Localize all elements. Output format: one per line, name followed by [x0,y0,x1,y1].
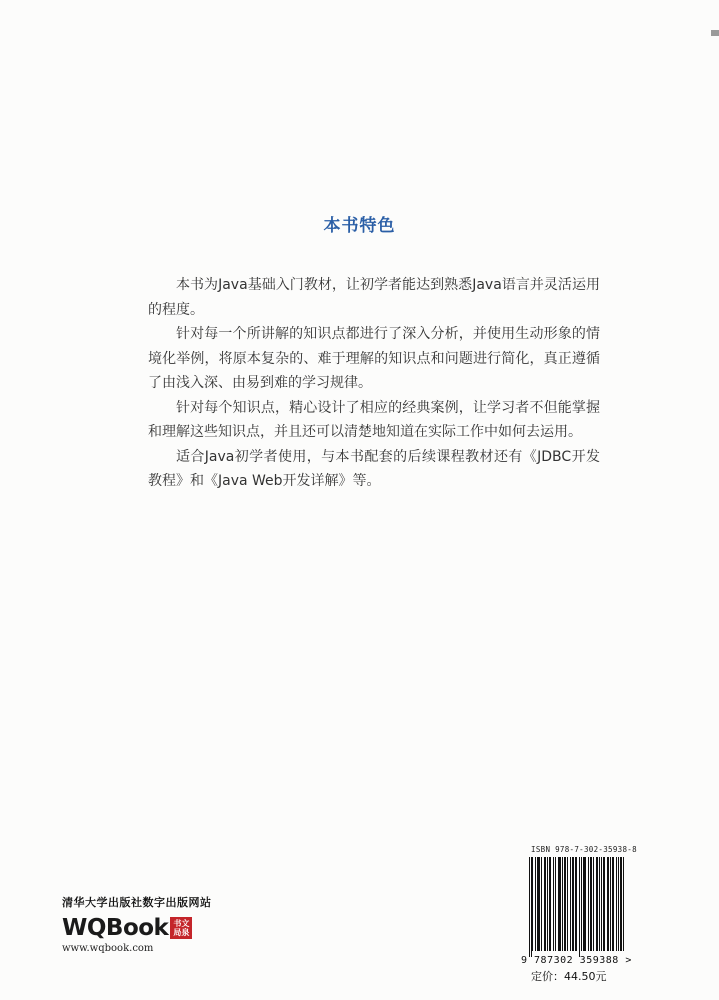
corner-mark [711,30,719,36]
logo-stamp-icon [170,917,192,939]
barcode-bar [535,857,536,951]
barcode-bar [549,857,550,951]
barcode-bar [584,857,585,951]
barcode-bar [570,857,571,951]
barcode-bar [607,857,608,951]
publisher-name: 清华大学出版社数字出版网站 [62,896,212,909]
barcode-bar [590,857,591,951]
barcode-bar [562,857,563,951]
isbn-label: ISBN 978-7-302-35938-8 [531,845,637,854]
logo-wordmark: WQBook [62,915,169,941]
barcode-bar [555,857,556,951]
barcode-bar [538,857,539,951]
barcode-bar [567,857,568,951]
paragraph-4: 适合Java初学者使用，与本书配套的后续课程教材还有《JDBC开发教程》和《Java Web开发详解》等。 [148,448,600,489]
barcode-bar [553,857,554,951]
barcode-bar [604,857,605,951]
barcode-bar [560,857,561,951]
barcode-bar [597,857,598,951]
barcode-bar [601,857,602,951]
paragraph-2: 针对每一个所讲解的知识点都进行了深入分析，并使用生动形象的情境化举例，将原本复杂的、难于理解的知识点和问题进行简化，真正遵循了由浅入深、由易到难的学习规律。 [148,326,600,391]
price-label: 定价：44.50元 [531,970,607,983]
wqbook-logo [62,914,232,942]
barcode-bar [588,857,589,951]
barcode-bar [596,857,597,951]
publisher-website[interactable]: www.wqbook.com [62,943,154,954]
barcode-bar [529,857,530,957]
barcode-bar [573,857,574,951]
barcode-bar [531,857,532,957]
barcode-bar [572,857,573,951]
barcode-bar [585,857,586,951]
barcode-bar [583,857,584,951]
barcode-icon [527,857,627,957]
barcode-bar [550,857,551,951]
barcode-bar [559,857,560,951]
barcode-bar [612,857,613,951]
publisher-block [62,894,232,954]
barcode-bar [618,857,619,951]
barcode-digits: 9 787302 359388 > [521,955,632,966]
barcode-bar [547,857,548,951]
barcode-bar [564,857,565,951]
barcode-bar [603,857,604,951]
barcode-bar [623,857,624,951]
barcode-bar [575,857,576,951]
barcode-bar [576,857,577,951]
barcode-bar [558,857,559,951]
barcode-bar [579,857,580,957]
barcode-bar [620,857,621,951]
barcode-bar [593,857,594,951]
barcode-bar [599,857,600,951]
logo-stamp-text: 书文局泉 [173,919,190,937]
barcode-bar [537,857,538,951]
barcode-bar [541,857,542,951]
barcode-bar [544,857,545,951]
paragraph-3: 针对每个知识点，精心设计了相应的经典案例，让学习者不但能掌握和理解这些知识点，并且还可以清楚地知道在实际工作中如何去运用。 [148,399,600,440]
barcode-bar [613,857,614,951]
barcode-bar [610,857,611,951]
barcode-bar [608,857,609,951]
barcode-bar [532,857,533,951]
isbn-block [521,845,637,984]
barcode-bar [581,857,582,951]
book-description [148,273,600,494]
barcode-bar [545,857,546,951]
barcode-bar [621,857,622,951]
section-title: 本书特色 [323,216,396,237]
barcode-bar [591,857,592,951]
barcode-bar [539,857,540,951]
paragraph-1: 本书为Java基础入门教材，让初学者能达到熟悉Java语言并灵活运用的程度。 [148,277,600,318]
barcode-bar [565,857,566,951]
barcode-bar [616,857,617,951]
